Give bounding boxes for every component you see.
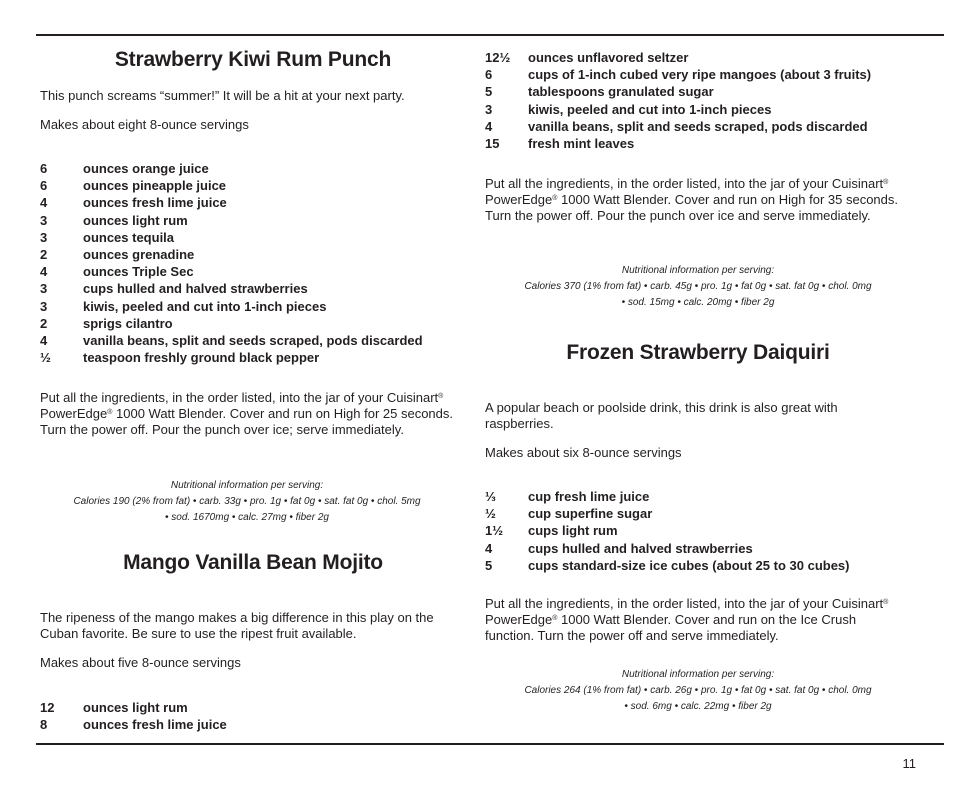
recipe-title-daiquiri: Frozen Strawberry Daiquiri xyxy=(566,341,830,364)
ingredient-list-daiquiri xyxy=(485,488,849,574)
ingredient-row: 2 ounces grenadine xyxy=(40,247,195,263)
ingredient-list-mojito-part2 xyxy=(485,49,871,152)
ingredient-row: 3 kiwis, peeled and cut into 1-inch pieces xyxy=(40,298,327,314)
recipe-title-rum-punch: Strawberry Kiwi Rum Punch xyxy=(114,48,392,71)
bottom-rule xyxy=(36,743,944,745)
nutrition-info-rum-punch: Nutritional information per serving: Calories 190 (2% from fat) • carb. 33g • pro. 1g • fat 0g • sat. fat 0g • chol. 5mg • sod. 1670mg • calc. 27mg • fiber 2g xyxy=(73,480,421,523)
ingredient-row: ⅓ cup fresh lime juice xyxy=(485,489,650,504)
ingredient-row: 3 cups hulled and halved strawberries xyxy=(40,281,308,297)
ingredient-row: 8 ounces fresh lime juice xyxy=(40,717,227,733)
recipe-servings-rum-punch: Makes about eight 8-ounce servings xyxy=(40,117,249,132)
recipe-title-mojito: Mango Vanilla Bean Mojito xyxy=(123,551,383,574)
ingredient-row: ½ teaspoon freshly ground black pepper xyxy=(40,350,320,366)
ingredient-row: 15 fresh mint leaves xyxy=(485,136,635,152)
ingredient-row: 4 vanilla beans, split and seeds scraped, pods discarded xyxy=(40,333,423,349)
ingredient-row: 6 cups of 1-inch cubed very ripe mangoes (about 3 fruits) xyxy=(485,67,872,83)
nutrition-info-daiquiri: Nutritional information per serving: Calories 264 (1% from fat) • carb. 26g • pro. 1g • fat 0g • sat. fat 0g • chol. 0mg • sod. 6mg • calc. 22mg • fiber 2g xyxy=(524,669,872,712)
ingredient-row: 6 ounces orange juice xyxy=(40,161,209,176)
ingredient-row: 4 vanilla beans, split and seeds scraped, pods discarded xyxy=(485,118,868,134)
recipe-servings-daiquiri: Makes about six 8-ounce servings xyxy=(485,445,682,460)
ingredient-list-mojito-part1 xyxy=(40,699,227,733)
ingredient-row: 4 ounces Triple Sec xyxy=(40,264,194,280)
ingredient-row: 3 ounces tequila xyxy=(40,229,175,245)
recipe-servings-mojito: Makes about five 8-ounce servings xyxy=(40,655,241,670)
ingredient-row: 5 tablespoons granulated sugar xyxy=(485,84,714,100)
recipe-intro-rum-punch: This punch screams “summer!” It will be a hit at your next party. xyxy=(40,88,405,103)
ingredient-row: 6 ounces pineapple juice xyxy=(40,178,227,194)
ingredient-row: 12½ ounces unflavored seltzer xyxy=(485,50,689,65)
recipe-directions-rum-punch: Put all the ingredients, in the order listed, into the jar of your Cuisinart® PowerEdge® 1000 Watt Blender. Cover and run on High for 25 seconds. Turn the power off. Pour the punch over ice; serve immediately. xyxy=(40,390,453,437)
recipe-intro-mojito: The ripeness of the mango makes a big difference in this play on the Cuban favorite. Be sure to use the ripest fruit available. xyxy=(40,610,434,641)
ingredient-list-rum-punch xyxy=(40,160,423,366)
page-number: 11 xyxy=(902,756,916,771)
recipe-directions-daiquiri: Put all the ingredients, in the order listed, into the jar of your Cuisinart® PowerEdge® 1000 Watt Blender. Cover and run on the Ice Crush function. Turn the power off and serve immediately. xyxy=(485,596,889,643)
nutrition-info-mojito: Nutritional information per serving: Calories 370 (1% from fat) • carb. 45g • pro. 1g • fat 0g • sat. fat 0g • chol. 0mg • sod. 15mg • calc. 20mg • fiber 2g xyxy=(524,265,872,308)
recipe-intro-daiquiri: A popular beach or poolside drink, this drink is also great with raspberries. xyxy=(485,400,838,431)
top-rule xyxy=(36,34,944,36)
ingredient-row: 5 cups standard-size ice cubes (about 25 to 30 cubes) xyxy=(485,557,850,573)
ingredient-row: 1½ cups light rum xyxy=(485,523,618,539)
ingredient-row: 4 ounces fresh lime juice xyxy=(40,195,227,211)
ingredient-row: 3 kiwis, peeled and cut into 1-inch pieces xyxy=(485,101,772,117)
recipe-directions-mojito: Put all the ingredients, in the order listed, into the jar of your Cuisinart® PowerEdge® 1000 Watt Blender. Cover and run on High for 35 seconds. Turn the power off. Pour the punch over ice and serve immediately. xyxy=(485,176,898,223)
ingredient-row: 4 cups hulled and halved strawberries xyxy=(485,540,753,556)
ingredient-row: 3 ounces light rum xyxy=(40,212,188,228)
ingredient-row: ½ cup superfine sugar xyxy=(485,506,653,522)
ingredient-row: 2 sprigs cilantro xyxy=(40,315,173,331)
ingredient-row: 12 ounces light rum xyxy=(40,700,188,715)
